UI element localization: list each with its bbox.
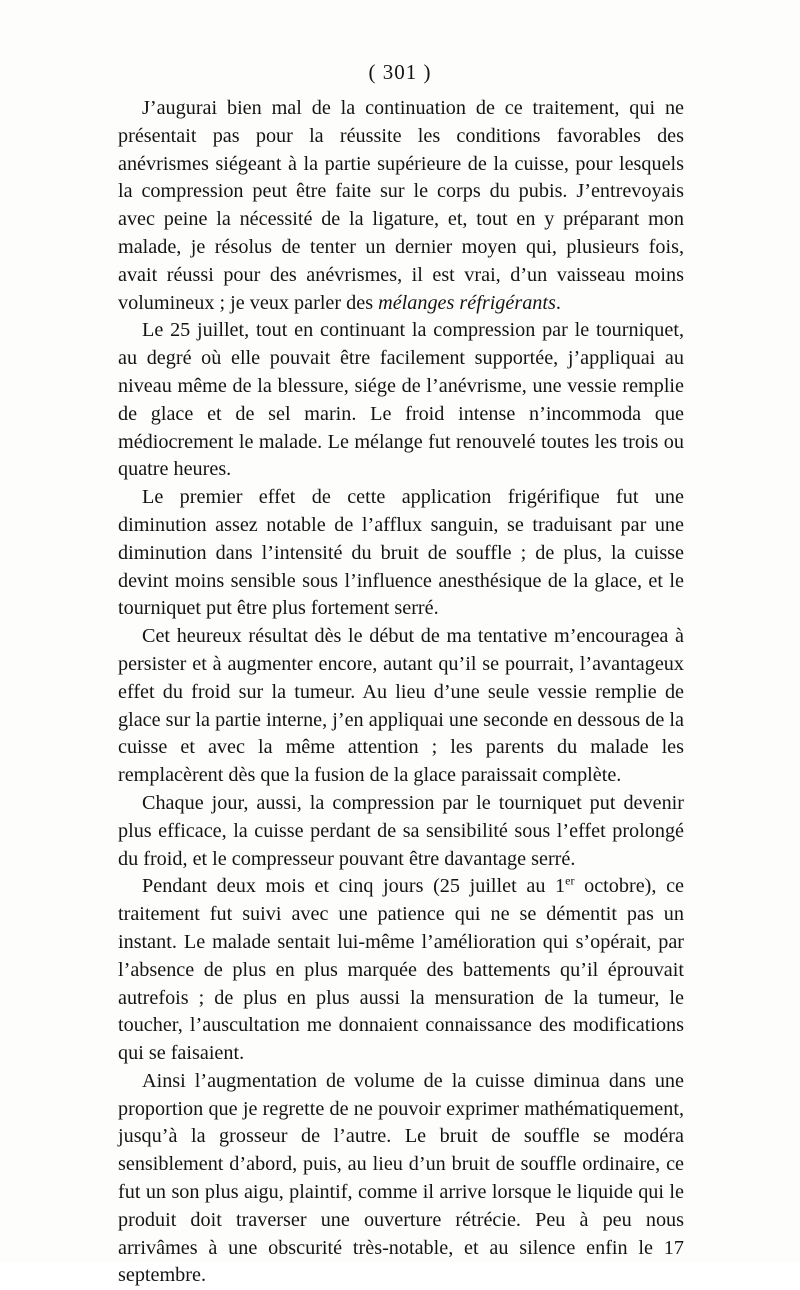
paragraph-2: Le 25 juillet, tout en continuant la compression par le tourniquet, au degré où elle pouvait être facilement supportée, j’appliquai au niveau même de la blessure, siége de l’anévrisme, une vessie remplie de glace et de sel marin. Le froid intense n’incommoda que médiocrement le malade. Le mélange fut renouvelé toutes les trois ou quatre heures.: [118, 319, 684, 481]
paragraph-6-start: Pendant deux mois et cinq jours (25 juillet au 1: [142, 875, 566, 898]
paragraph-1: [118, 95, 684, 317]
paragraph-6: [118, 873, 684, 1068]
paragraph-1-italic-term: mélanges réfrigérants: [378, 291, 556, 314]
paragraph-4: Cet heureux résultat dès le début de ma tentative m’encouragea à persister et à augmenter encore, autant qu’il se pourrait, l’avantageux effet du froid sur la tumeur. Au lieu d’une seule vessie remplie de glace sur la partie interne, j’en appliquai une seconde en dessous de la cuisse et avec la même attention ; les parents du malade les remplacèrent dès que la fusion de la glace paraissait complète.: [118, 625, 684, 787]
paragraph-5: Chaque jour, aussi, la compression par le tourniquet put devenir plus efficace, la cuisse perdant de sa sensibilité sous l’effet prolongé du froid, et le compresseur pouvant être davantage serré.: [118, 791, 684, 870]
body-text: [118, 95, 684, 1290]
paragraph-6-superscript: er: [565, 873, 575, 888]
page-number: ( 301 ): [368, 60, 432, 84]
paragraph-3: Le premier effet de cette application frigérifique fut une diminution assez notable de l’afflux sanguin, se traduisant par une diminution dans l’intensité du bruit de souffle ; de plus, la cuisse devint moins sensible sous l’influence anesthésique de la glace, et le tourniquet put être plus fortement serré.: [118, 486, 684, 620]
paragraph-1-text: J’augurai bien mal de la continuation de ce traitement, qui ne présentait pas pour la réussite les conditions favorables des anévrismes siégeant à la partie supérieure de la cuisse, pour lesquels la compression peut être faite sur le corps du pubis. J’entrevoyais avec peine la nécessité de la ligature, et, tout en y préparant mon malade, je résolus de tenter un dernier moyen qui, plusieurs fois, avait réussi pour des anévrismes, il est vrai, d’un vaisseau moins volumineux ; je veux parler des: [118, 97, 684, 314]
paragraph-6-text: octobre), ce traitement fut suivi avec une patience qui ne se démentit pas un instant. Le malade sentait lui-même l’amélioration qui s’opérait, par l’absence de plus en plus marquée des battements qu’il éprouvait autrefois ; de plus en plus aussi la mensuration de la tumeur, le toucher, l’auscultation me donnaient connaissance des modifications qui se faisaient.: [118, 875, 684, 1065]
paragraph-7: Ainsi l’augmentation de volume de la cuisse diminua dans une proportion que je regrette de ne pouvoir exprimer mathématiquement, jusqu’à la grosseur de l’autre. Le bruit de souffle se modéra sensiblement d’abord, puis, au lieu d’un bruit de souffle ordinaire, ce fut un son plus aigu, plaintif, comme il arrive lorsque le liquide qui le produit doit traverser une ouverture rétrécie. Peu à peu nous arrivâmes à une obscurité très-notable, et au silence enfin le 17 septembre.: [118, 1069, 684, 1287]
paragraph-1-end: .: [555, 291, 561, 314]
